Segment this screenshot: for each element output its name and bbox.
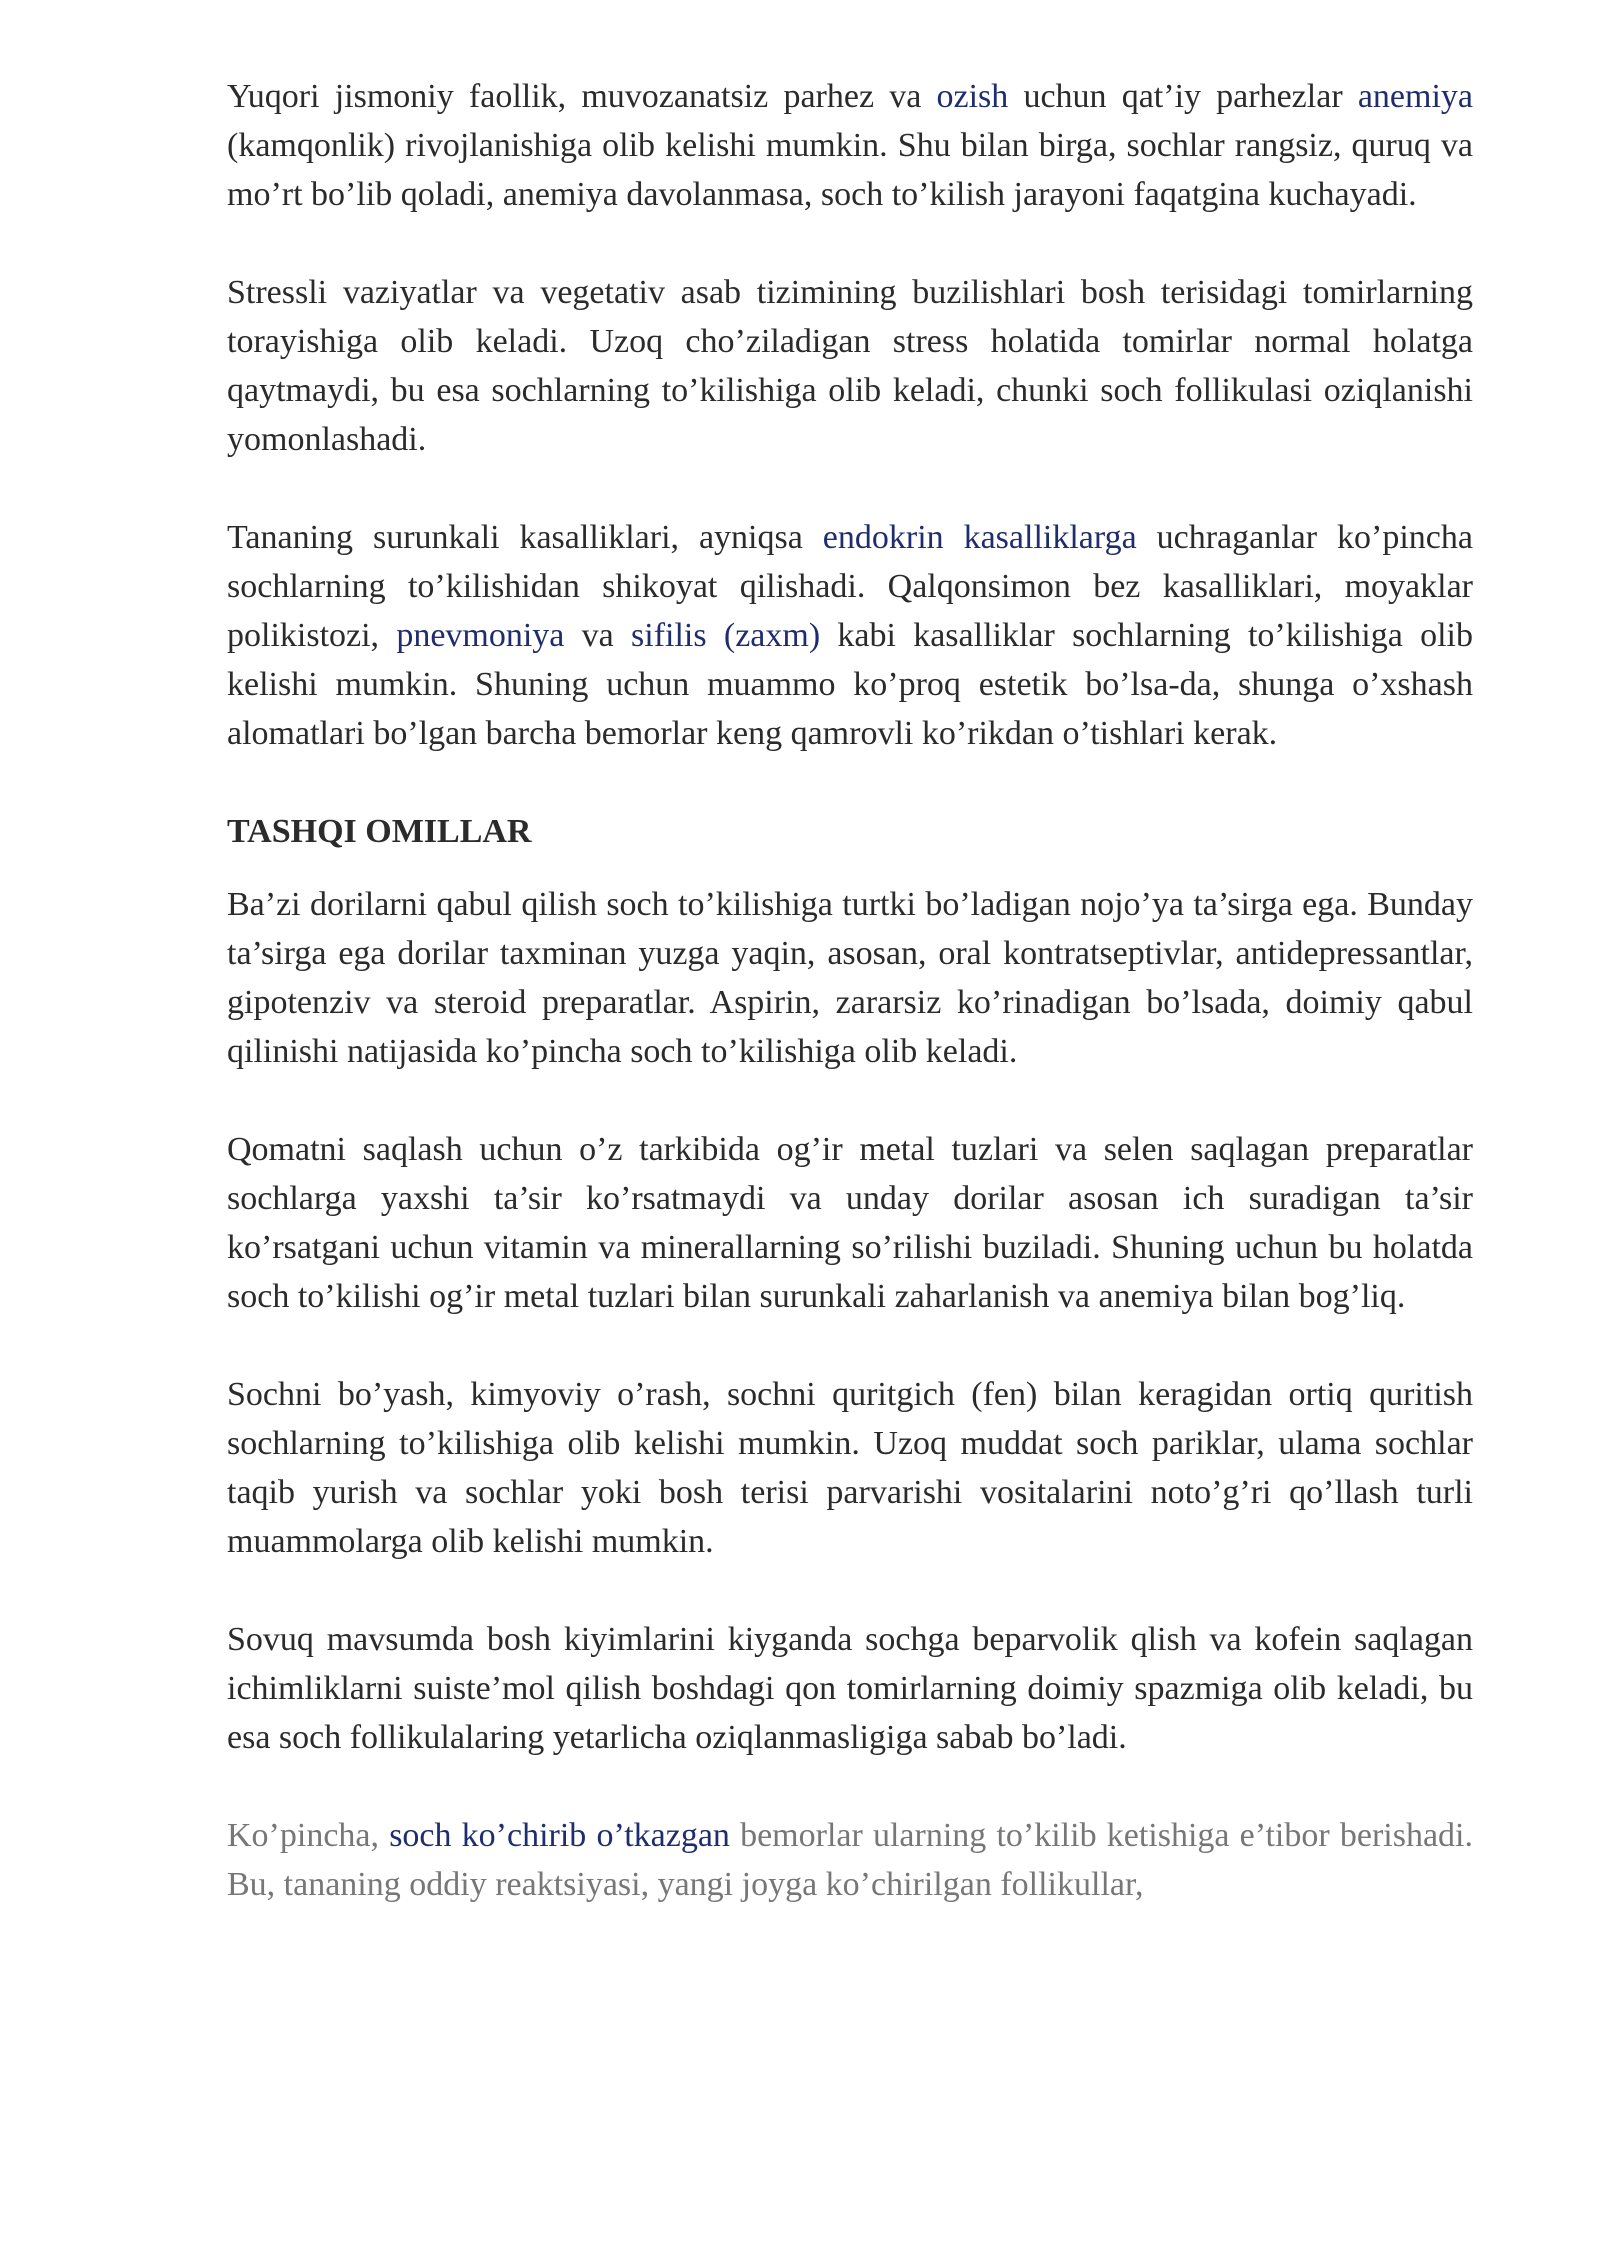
document-page — [227, 72, 1473, 1909]
link-sifilis[interactable]: sifilis (zaxm) — [631, 617, 821, 654]
paragraph-text: Ko’pincha, — [227, 1817, 390, 1854]
paragraph-text: (kamqonlik) rivojlanishiga olib kelishi mumkin. Shu bilan birga, sochlar rangsiz, quruq va mo’rt bo’lib qoladi, anemiya davolanmasa, soch to’kilish jarayoni faqatgina kuchayadi. — [227, 127, 1473, 213]
link-pnevmoniya[interactable]: pnevmoniya — [396, 617, 565, 654]
paragraph-text: uchun qat’iy parhezlar — [1008, 78, 1358, 115]
paragraph-transplant — [227, 1811, 1473, 1909]
paragraph-cold-season: Sovuq mavsumda bosh kiyimlarini kiyganda sochga beparvolik qlish va kofein saqlagan ichimliklarni suiste’mol qilish boshdagi qon tomirlarning doimiy spazmiga olib keladi, bu esa soch follikulalaring yetarlicha oziqlanmasligiga sabab bo’ladi. — [227, 1621, 1473, 1756]
paragraph-text: uchraganlar ko’pincha sochlarning to’kilishidan shikoyat qilishadi. Qalqonsimon bez kasalliklari, moyaklar polikistozi, — [227, 519, 1473, 654]
link-endokrin-kasalliklarga[interactable]: endokrin kasalliklarga — [822, 519, 1137, 556]
paragraph-medications: Ba’zi dorilarni qabul qilish soch to’kilishiga turtki bo’ladigan nojo’ya ta’sirga ega. Bunday ta’sirga ega dorilar taxminan yuzga yaqin, asosan, oral kontratseptivlar, antidepressantlar, gipotenziv va steroid preparatlar. Aspirin, zararsiz ko’rinadigan bo’lsada, doimiy qabul qilinishi natijasida ko’pincha soch to’kilishiga olib keladi. — [227, 886, 1473, 1070]
section-heading: TASHQI OMILLAR — [227, 813, 532, 850]
paragraph-chronic-diseases — [227, 513, 1473, 758]
paragraph-stress: Stressli vaziyatlar va vegetativ asab tizimining buzilishlari bosh terisidagi tomirlarning torayishiga olib keladi. Uzoq cho’ziladigan stress holatida tomirlar normal holatga qaytmaydi, bu esa sochlarning to’kilishiga olib keladi, chunki soch follikulasi oziqlanishi yomonlashadi. — [227, 274, 1473, 458]
paragraph-heavy-metals: Qomatni saqlash uchun o’z tarkibida og’ir metal tuzlari va selen saqlagan preparatlar sochlarga yaxshi ta’sir ko’rsatmaydi va unday dorilar asosan ich suradigan ta’sir ko’rsatgani uchun vitamin va minerallarning so’rilishi buziladi. Shuning uchun bu holatda soch to’kilishi og’ir metal tuzlari bilan surunkali zaharlanish va anemiya bilan bog’liq. — [227, 1131, 1473, 1315]
paragraph-anemia — [227, 72, 1473, 219]
paragraph-text: va — [564, 617, 632, 654]
paragraph-hair-treatment: Sochni bo’yash, kimyoviy o’rash, sochni quritgich (fen) bilan keragidan ortiq quritish sochlarning to’kilishiga olib kelishi mumkin. Uzoq muddat soch pariklar, ulama sochlar taqib yurish va sochlar yoki bosh terisi parvarishi vositalarini noto’g’ri qo’llash turli muammolarga olib kelishi mumkin. — [227, 1376, 1473, 1560]
paragraph-text: Yuqori jismoniy faollik, muvozanatsiz parhez va — [227, 78, 937, 115]
paragraph-text: Tananing surunkali kasalliklari, ayniqsa — [227, 519, 823, 556]
link-anemiya[interactable]: anemiya — [1357, 78, 1473, 115]
link-ozish[interactable]: ozish — [936, 78, 1009, 115]
paragraph-text: kabi kasalliklar sochlarning to’kilishiga olib kelishi mumkin. Shuning uchun muammo ko’proq estetik bo’lsa-da, shunga o’xshash alomatlari bo’lgan barcha bemorlar keng qamrovli ko’rikdan o’tishlari kerak. — [227, 617, 1474, 752]
paragraph-text: bemorlar ularning to’kilib ketishiga e’tibor berishadi. Bu, tananing oddiy reaktsiyasi, yangi joyga ko’chirilgan follikullar, — [227, 1817, 1473, 1903]
link-soch-kochirib-otkazgan[interactable]: soch ko’chirib o’tkazgan — [389, 1817, 730, 1854]
